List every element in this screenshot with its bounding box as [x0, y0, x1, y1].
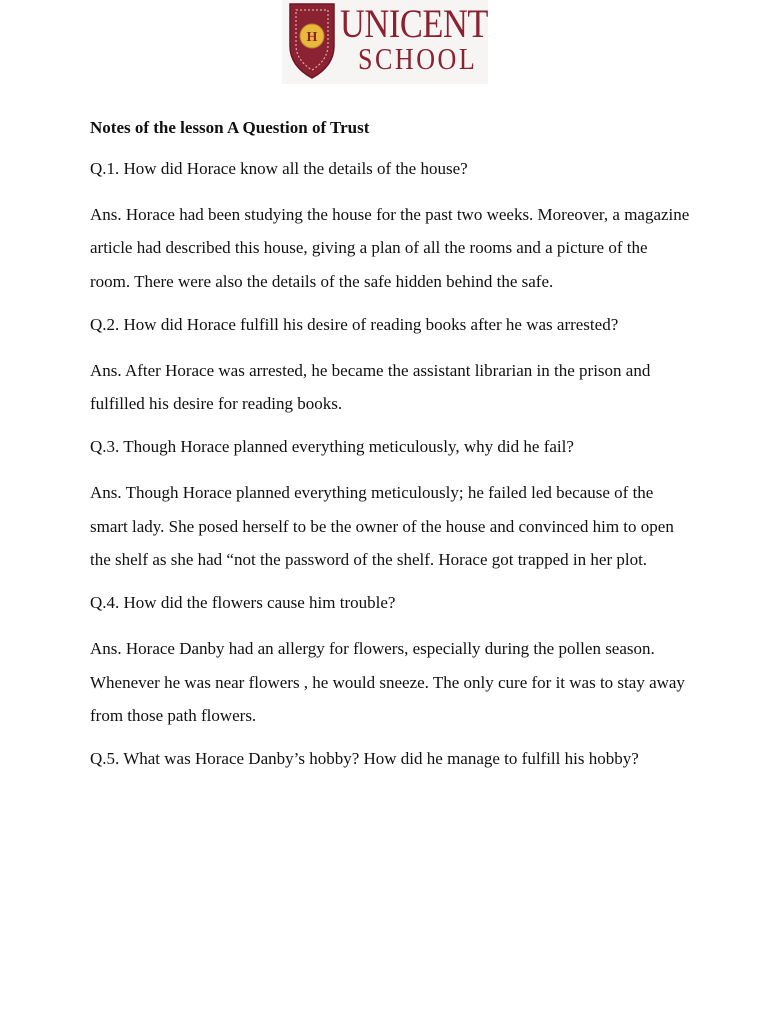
question-5: Q.5. What was Horace Danby’s hobby? How did he manage to fulfill his hobby? [90, 749, 639, 769]
answer-2: Ans. After Horace was arrested, he became the assistant librarian in the prison and fulfilled his desire for reading books. [90, 360, 651, 414]
school-logo [282, 0, 488, 84]
answer-3: Ans. Though Horace planned everything meticulously; he failed led because of the smart lady. She posed herself to be the owner of the house and convinced him to open the shelf as she had “not the password of the shelf. Horace got trapped in her plot. [90, 483, 674, 570]
logo-subtitle: SCHOOL [358, 41, 478, 76]
question-3: Q.3. Though Horace planned everything meticulously, why did he fail? [90, 437, 574, 457]
question-4: Q.4. How did the flowers cause him trouble? [90, 593, 396, 613]
question-1: Q.1. How did Horace know all the details of the house? [90, 159, 468, 178]
school-emblem-icon [282, 0, 342, 84]
document-body [90, 114, 690, 788]
emblem-letter: H [306, 30, 318, 45]
question-2: Q.2. How did Horace fulfill his desire of reading books after he was arrested? [90, 314, 619, 334]
answer-4: Ans. Horace Danby had an allergy for flowers, especially during the pollen season. Whenever he was near flowers , he would sneeze. The only cure for it was to stay away from those path flowers. [90, 639, 685, 725]
page-title: Notes of the lesson A Question of Trust [90, 118, 370, 137]
answer-1: Ans. Horace had been studying the house for the past two weeks. Moreover, a magazine article had described this house, giving a plan of all the rooms and a picture of the room. There were also the details of the safe hidden behind the safe. [90, 205, 690, 291]
logo-name: UNICENT [340, 1, 488, 46]
